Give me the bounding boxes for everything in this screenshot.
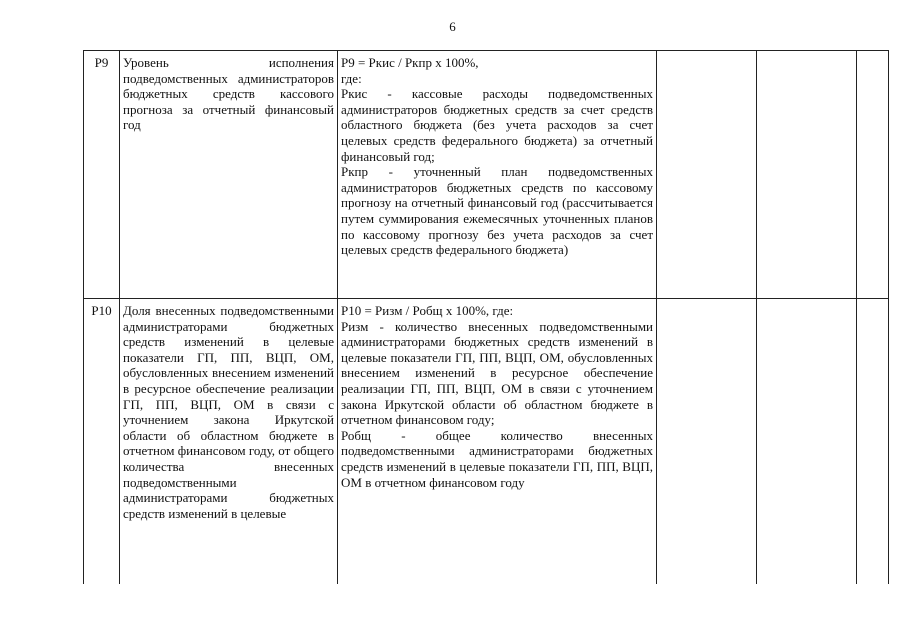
page-number: 6 [449, 19, 456, 34]
formula-line: Ризм - количество внесенных подведомственными администраторами бюджетных средств изменений в целевые показатели ГП, ПП, ВЦП, ОМ, обусловленных внесением изменений в ресурсное обеспечение реализации ГП, ПП, ВЦП, ОМ в связи с уточнением закона Иркутской области об областном бюджете в отчетном финансовом году; [341, 318, 653, 428]
empty-cell [757, 51, 857, 299]
indicator-formula [338, 51, 657, 299]
indicator-code: Р10 [84, 299, 120, 584]
formula-line: Р9 = Ркис / Ркпр х 100%, [341, 55, 479, 70]
indicator-table [83, 50, 889, 584]
formula-line: где: [341, 70, 362, 86]
indicator-code: Р9 [84, 51, 120, 299]
empty-cell [657, 51, 757, 299]
formula-line: Ркпр - уточненный план подведомственных администраторов бюджетных средств по кассовому прогнозу на отчетный финансовый год (рассчитывается путем суммирования ежемесячных уточненных планов по кассовому прогнозу без учета расходов за счет целевых средств федерального бюджета) [341, 164, 653, 258]
empty-cell [857, 299, 889, 584]
indicator-name: Доля внесенных подведомственными администраторами бюджетных средств изменений в целевые показатели ГП, ПП, ВЦП, ОМ, обусловленных внесением изменений в ресурсное обеспечение реализации ГП, ПП, ВЦП, ОМ в связи с уточнением закона Иркутской области об областном бюджете в отчетном финансовом году, от общего количества внесенных подведомственными администраторами бюджетных средств изменений в целевые [120, 299, 338, 584]
indicator-name: Уровень исполнения подведомственных администраторов бюджетных средств кассового прогноза за отчетный финансовый год [120, 51, 338, 299]
empty-cell [657, 299, 757, 584]
empty-cell [757, 299, 857, 584]
table-row-r10 [84, 299, 889, 584]
formula-line: Р10 = Ризм / Робщ х 100%, где: [341, 303, 514, 318]
table-row-r9 [84, 51, 889, 299]
empty-cell [857, 51, 889, 299]
formula-line: Ркис - кассовые расходы подведомственных администраторов бюджетных средств за счет средств областного бюджета (без учета расходов за счет целевых средств федерального бюджета) за отчетный финансовый год; [341, 86, 653, 164]
formula-line: Робщ - общее количество внесенных подведомственными администраторами бюджетных средств изменений в целевые показатели ГП, ПП, ВЦП, ОМ в отчетном финансовом году [341, 427, 653, 490]
indicator-formula [338, 299, 657, 584]
